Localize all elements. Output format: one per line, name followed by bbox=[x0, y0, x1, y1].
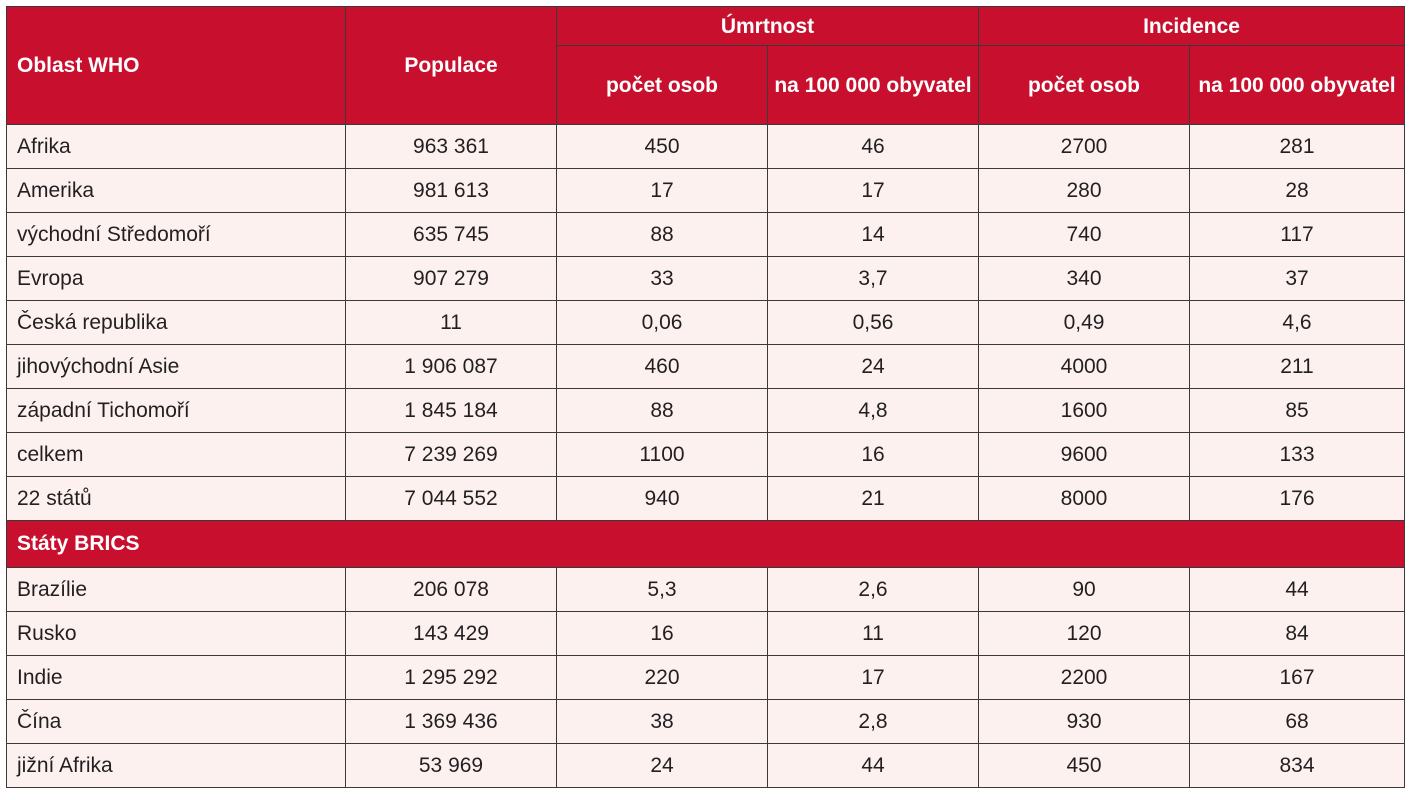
mortality-rate-cell: 14 bbox=[768, 213, 979, 257]
population-cell: 7 239 269 bbox=[346, 433, 557, 477]
table-row bbox=[7, 700, 1405, 744]
table-row bbox=[7, 125, 1405, 169]
incidence-count-cell: 0,49 bbox=[979, 301, 1190, 345]
table-row bbox=[7, 656, 1405, 700]
header-mortality: Úmrtnost bbox=[557, 7, 979, 46]
mortality-rate-cell: 21 bbox=[768, 477, 979, 521]
incidence-rate-cell: 4,6 bbox=[1190, 301, 1405, 345]
incidence-count-cell: 340 bbox=[979, 257, 1190, 301]
region-name-cell: Brazílie bbox=[7, 568, 346, 612]
mortality-count-cell: 5,3 bbox=[557, 568, 768, 612]
region-name-cell: Amerika bbox=[7, 169, 346, 213]
population-cell: 7 044 552 bbox=[346, 477, 557, 521]
header-population: Populace bbox=[346, 7, 557, 125]
incidence-rate-cell: 167 bbox=[1190, 656, 1405, 700]
mortality-rate-cell: 11 bbox=[768, 612, 979, 656]
mortality-count-cell: 1100 bbox=[557, 433, 768, 477]
incidence-count-cell: 280 bbox=[979, 169, 1190, 213]
region-name-cell: Čína bbox=[7, 700, 346, 744]
region-name-cell: 22 států bbox=[7, 477, 346, 521]
incidence-count-cell: 9600 bbox=[979, 433, 1190, 477]
mortality-count-cell: 0,06 bbox=[557, 301, 768, 345]
population-cell: 143 429 bbox=[346, 612, 557, 656]
incidence-rate-cell: 117 bbox=[1190, 213, 1405, 257]
region-name-cell: Indie bbox=[7, 656, 346, 700]
header-region: Oblast WHO bbox=[7, 7, 346, 125]
mortality-count-cell: 88 bbox=[557, 389, 768, 433]
mortality-rate-cell: 3,7 bbox=[768, 257, 979, 301]
mortality-count-cell: 220 bbox=[557, 656, 768, 700]
header-incidence: Incidence bbox=[979, 7, 1405, 46]
incidence-rate-cell: 176 bbox=[1190, 477, 1405, 521]
table-row bbox=[7, 213, 1405, 257]
region-name-cell: celkem bbox=[7, 433, 346, 477]
region-name-cell: východní Středomoří bbox=[7, 213, 346, 257]
table-row bbox=[7, 433, 1405, 477]
table-header bbox=[7, 7, 1405, 125]
incidence-count-cell: 120 bbox=[979, 612, 1190, 656]
table-row bbox=[7, 612, 1405, 656]
population-cell: 1 845 184 bbox=[346, 389, 557, 433]
mortality-rate-cell: 16 bbox=[768, 433, 979, 477]
incidence-count-cell: 90 bbox=[979, 568, 1190, 612]
incidence-rate-cell: 68 bbox=[1190, 700, 1405, 744]
incidence-count-cell: 450 bbox=[979, 744, 1190, 788]
table-row bbox=[7, 744, 1405, 788]
table-row bbox=[7, 477, 1405, 521]
incidence-rate-cell: 834 bbox=[1190, 744, 1405, 788]
mortality-rate-cell: 2,6 bbox=[768, 568, 979, 612]
incidence-rate-cell: 85 bbox=[1190, 389, 1405, 433]
mortality-rate-cell: 17 bbox=[768, 656, 979, 700]
population-cell: 1 369 436 bbox=[346, 700, 557, 744]
mortality-rate-cell: 0,56 bbox=[768, 301, 979, 345]
region-name-cell: jižní Afrika bbox=[7, 744, 346, 788]
incidence-rate-cell: 28 bbox=[1190, 169, 1405, 213]
incidence-count-cell: 2200 bbox=[979, 656, 1190, 700]
header-mortality-count: počet osob bbox=[557, 46, 768, 125]
incidence-rate-cell: 211 bbox=[1190, 345, 1405, 389]
mortality-rate-cell: 4,8 bbox=[768, 389, 979, 433]
incidence-count-cell: 2700 bbox=[979, 125, 1190, 169]
section-row-brics bbox=[7, 521, 1405, 568]
incidence-count-cell: 8000 bbox=[979, 477, 1190, 521]
population-cell: 635 745 bbox=[346, 213, 557, 257]
table-row bbox=[7, 257, 1405, 301]
population-cell: 981 613 bbox=[346, 169, 557, 213]
table-row bbox=[7, 345, 1405, 389]
mortality-count-cell: 940 bbox=[557, 477, 768, 521]
header-mortality-per100k: na 100 000 obyvatel bbox=[768, 46, 979, 125]
incidence-count-cell: 740 bbox=[979, 213, 1190, 257]
population-cell: 1 906 087 bbox=[346, 345, 557, 389]
population-cell: 1 295 292 bbox=[346, 656, 557, 700]
incidence-count-cell: 1600 bbox=[979, 389, 1190, 433]
mortality-count-cell: 16 bbox=[557, 612, 768, 656]
incidence-rate-cell: 281 bbox=[1190, 125, 1405, 169]
header-incidence-count: počet osob bbox=[979, 46, 1190, 125]
mortality-rate-cell: 46 bbox=[768, 125, 979, 169]
section-title: Státy BRICS bbox=[7, 521, 1405, 568]
region-name-cell: Evropa bbox=[7, 257, 346, 301]
region-name-cell: západní Tichomoří bbox=[7, 389, 346, 433]
incidence-rate-cell: 84 bbox=[1190, 612, 1405, 656]
region-name-cell: Afrika bbox=[7, 125, 346, 169]
mortality-count-cell: 24 bbox=[557, 744, 768, 788]
mortality-count-cell: 460 bbox=[557, 345, 768, 389]
mortality-rate-cell: 17 bbox=[768, 169, 979, 213]
mortality-rate-cell: 44 bbox=[768, 744, 979, 788]
region-name-cell: Česká republika bbox=[7, 301, 346, 345]
population-cell: 963 361 bbox=[346, 125, 557, 169]
region-name-cell: jihovýchodní Asie bbox=[7, 345, 346, 389]
header-incidence-per100k: na 100 000 obyvatel bbox=[1190, 46, 1405, 125]
table-row bbox=[7, 568, 1405, 612]
incidence-rate-cell: 133 bbox=[1190, 433, 1405, 477]
who-region-table bbox=[6, 6, 1405, 788]
population-cell: 206 078 bbox=[346, 568, 557, 612]
mortality-rate-cell: 24 bbox=[768, 345, 979, 389]
mortality-count-cell: 17 bbox=[557, 169, 768, 213]
incidence-count-cell: 4000 bbox=[979, 345, 1190, 389]
table-row bbox=[7, 169, 1405, 213]
population-cell: 907 279 bbox=[346, 257, 557, 301]
mortality-rate-cell: 2,8 bbox=[768, 700, 979, 744]
incidence-rate-cell: 37 bbox=[1190, 257, 1405, 301]
incidence-count-cell: 930 bbox=[979, 700, 1190, 744]
mortality-count-cell: 88 bbox=[557, 213, 768, 257]
table-body bbox=[7, 125, 1405, 788]
mortality-count-cell: 450 bbox=[557, 125, 768, 169]
mortality-count-cell: 38 bbox=[557, 700, 768, 744]
table-row bbox=[7, 389, 1405, 433]
population-cell: 53 969 bbox=[346, 744, 557, 788]
mortality-count-cell: 33 bbox=[557, 257, 768, 301]
incidence-rate-cell: 44 bbox=[1190, 568, 1405, 612]
population-cell: 11 bbox=[346, 301, 557, 345]
table-row bbox=[7, 301, 1405, 345]
region-name-cell: Rusko bbox=[7, 612, 346, 656]
